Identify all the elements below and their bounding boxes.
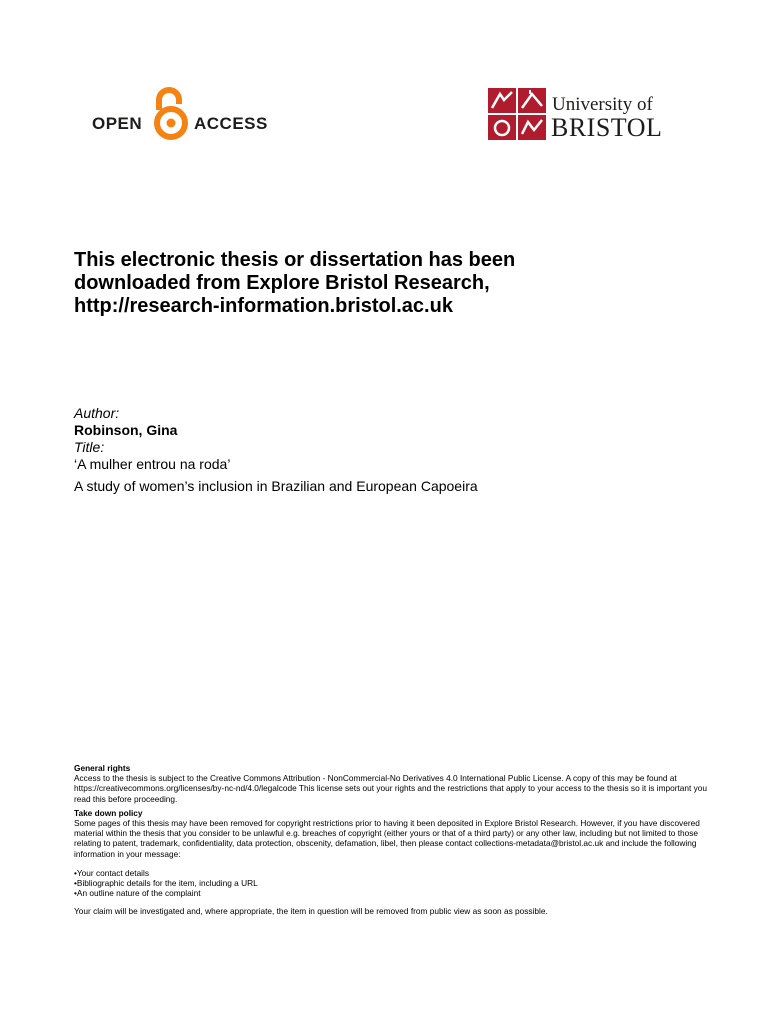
open-access-word-open: OPEN [92,114,143,133]
thesis-title-line-2: A study of women’s inclusion in Brazilian and European Capoeira [74,478,478,494]
rights-section [74,763,720,917]
headline-line-1: This electronic thesis or dissertation has been [74,249,516,271]
general-rights-heading: General rights [74,763,131,773]
title-label: Title: [74,439,105,455]
author-name: Robinson, Gina [74,422,178,438]
list-item: •Your contact details [74,867,150,878]
thesis-title-line-1: ‘A mulher entrou na roda’ [74,456,231,472]
bristol-crest-icon [488,88,546,140]
author-label: Author: [74,405,120,421]
headline-line-2: downloaded from Explore Bristol Research, [74,272,490,294]
university-of-text: University of [552,94,653,115]
list-item: •An outline nature of the complaint [74,888,201,899]
thesis-metadata [74,405,714,495]
complaint-info-list [74,868,720,899]
general-rights-text: Access to the thesis is subject to the Creative Commons Attribution - NonCommercial-No Derivatives 4.0 International Public License. A copy of this may be found at https://creativecommons.org/licenses/by-nc-nd/4.0/legalcode This license sets out your rights and the restrictions that apply to your access to the thesis so it is important you read this before proceeding. [74,773,708,804]
open-access-lock-icon [151,86,191,140]
open-access-word-access: ACCESS [194,114,268,133]
take-down-policy-heading: Take down policy [74,807,143,818]
take-down-policy-text: Some pages of this thesis may have been removed for copyright restrictions prior to having it been deposited in Explore Bristol Research. However, if you have discovered material within the thesis that you consider to be unlawful e.g. breaches of copyright (either yours or that of a third party) or any other law, including but not limited to those relating to patent, trademark, confidentiality, data protection, obscenity, defamation, libel, then please contact collections-metadata@bristol.ac.uk and include the following information in your message: [74,818,700,859]
page-headline [74,249,714,318]
claim-statement: Your claim will be investigated and, where appropriate, the item in question will be removed from public view as soon as possible. [74,906,548,917]
bristol-text: BRISTOL [551,113,663,142]
list-item: •Bibliographic details for the item, including a URL [74,878,258,889]
headline-line-3: http://research-information.bristol.ac.uk [74,295,453,317]
